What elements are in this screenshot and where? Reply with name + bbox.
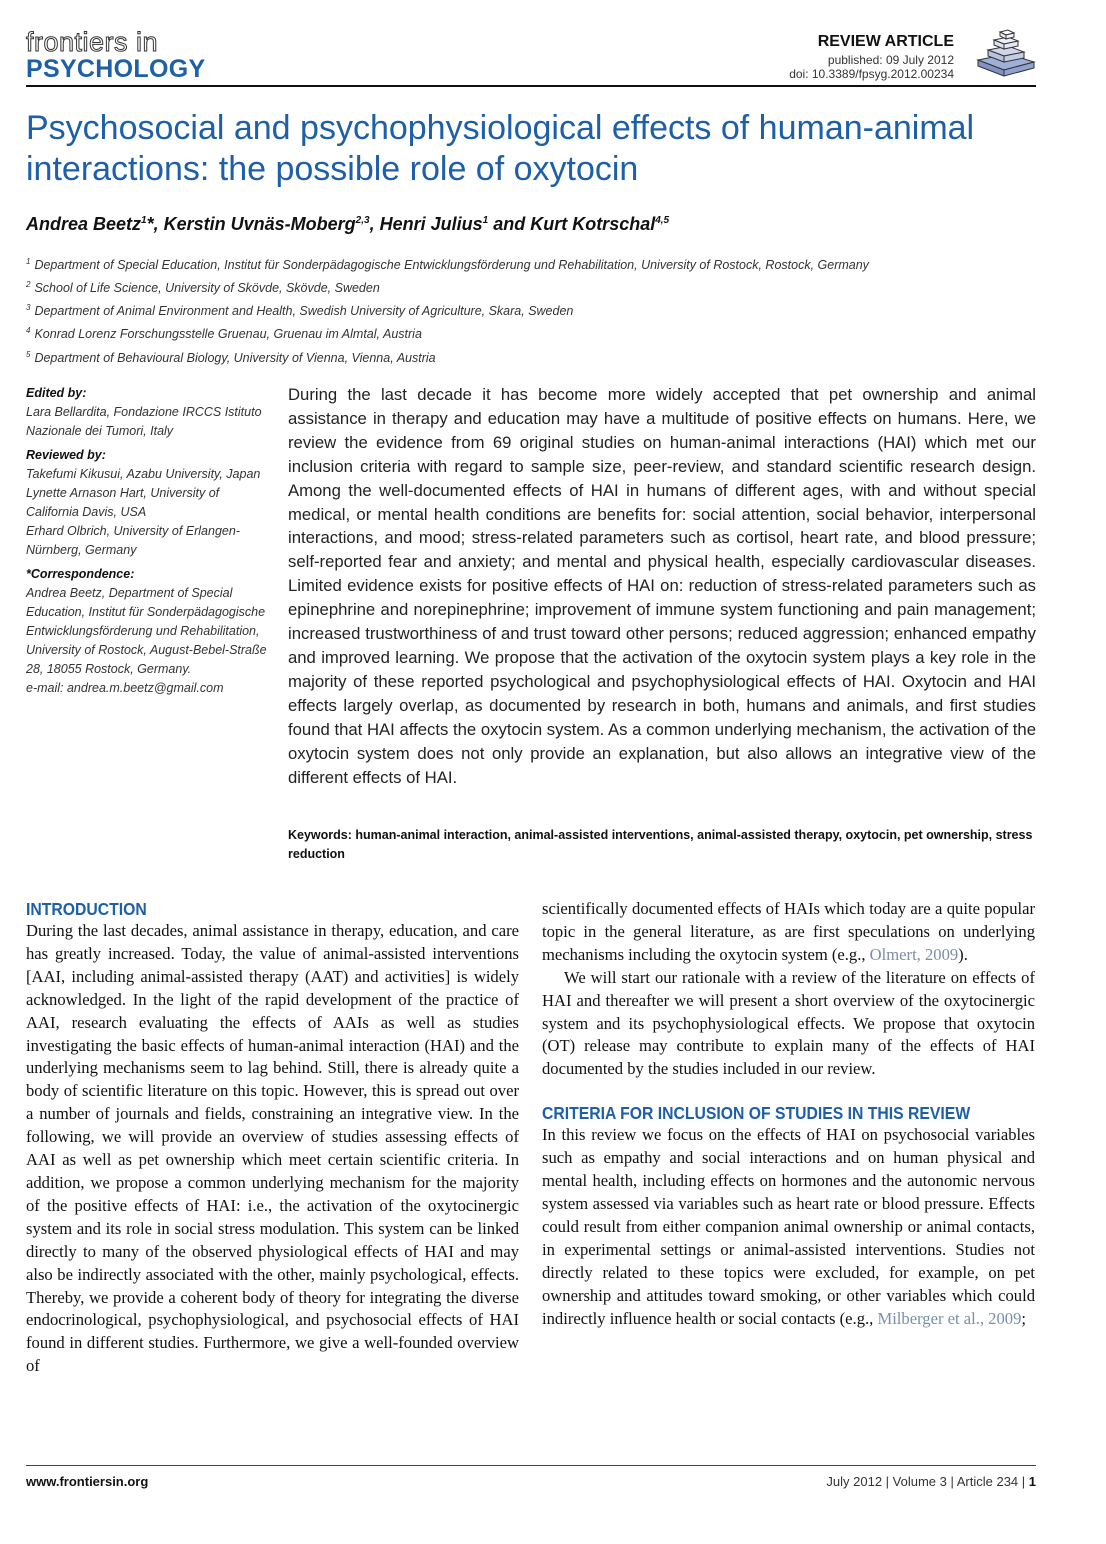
page-number: 1 — [1028, 1474, 1036, 1489]
frontiers-logo-icon — [974, 26, 1036, 82]
reviewed-by-label: Reviewed by: — [26, 448, 106, 462]
intro-paragraph-2: We will start our rationale with a review of the literature on effects of HAI and thereafter we will present a short overview of the oxytocinergic system and its psychophysiological effects. We propose that oxytocin (OT) release may contribute to explain many of the effects of HAI documented by the studies included in our review. — [542, 967, 1035, 1079]
edited-by-label: Edited by: — [26, 386, 87, 400]
affiliation: $^5$ Department of Behavioural Biology, University of Vienna, Vienna, Austria — [26, 349, 436, 365]
intro-paragraph-continued: scientifically documented effects of HAIs which today are a quite popular topic in the general literature, as are first speculations on underlying mechanisms including the oxytocin system (e.g., Olmert, 2009). — [542, 899, 1035, 964]
corresponding-mark: * — [146, 214, 154, 234]
author-affiliation-mark: 2,3 — [355, 215, 370, 226]
reviewer: Erhard Olbrich, University of Erlangen-Nürnberg, Germany — [26, 524, 240, 557]
editor: Lara Bellardita, Fondazione IRCCS Istituto Nazionale dei Tumori, Italy — [26, 405, 262, 438]
published-date: published: 09 July 2012 — [827, 53, 954, 67]
body-column-left — [26, 898, 519, 1378]
footer-issue-info: July 2012 | Volume 3 | Article 234 | 1 — [826, 1474, 1036, 1489]
author-affiliation-mark: 1 — [141, 215, 147, 226]
correspondence-address: Andrea Beetz, Department of Special Education, Institut für Sonderpädagogische Entwicklungsförderung und Rehabilitation, University of Rostock, August-Bebel-Straße 28, 18055 Rostock, Germany. — [26, 586, 267, 676]
body-column-right — [542, 898, 1035, 1330]
affiliation: $^1$ Department of Special Education, Institut für Sonderpädagogische Entwicklungsförderung und Rehabilitation, University of Rostock, Rostock, Germany — [26, 257, 869, 273]
correspondence-label: *Correspondence: — [26, 567, 135, 581]
footer-rule — [26, 1465, 1036, 1466]
author-name: Kurt Kotrschal — [530, 214, 656, 234]
criteria-paragraph: In this review we focus on the effects of HAI on psychosocial variables such as empathy and social interactions and on human physical and mental health, including effects on hormones and the autonomic nervous system assessed via variables such as heart rate or blood pressure. Effects could result from either companion animal ownership or animal contacts, in experimental settings or animal-assisted interventions. Studies not directly related to these topics were excluded, for example, on pet ownership and attitudes toward smoking, or other variables which could indirectly influence health or social contacts (e.g., Milberger et al., 2009; — [542, 1125, 1035, 1328]
author-name: Andrea Beetz — [26, 214, 142, 234]
affiliation: $^2$ School of Life Science, University of Skövde, Skövde, Sweden — [26, 280, 380, 296]
correspondence-email[interactable]: e-mail: andrea.m.beetz@gmail.com — [26, 681, 224, 695]
article-type: REVIEW ARTICLE — [817, 33, 954, 50]
editorial-sidebar — [26, 384, 268, 698]
article-title: Psychosocial and psychophysiological effects of human-animal interactions: the possible role of oxytocin — [26, 109, 975, 188]
affiliations — [26, 252, 1056, 368]
citation-link[interactable]: Olmert, 2009 — [869, 944, 959, 964]
affiliation: $^3$ Department of Animal Environment and Health, Swedish University of Agriculture, Skara, Sweden — [26, 303, 574, 319]
author-list: Andrea Beetz$^1$*, Kerstin Uvnäs-Moberg$^{2,3}$, Henri Julius$^1$ and Kurt Kotrschal$^{4,5}$ — [26, 214, 670, 234]
affiliation: $^4$ Konrad Lorenz Forschungsstelle Gruenau, Gruenau im Almtal, Austria — [26, 326, 422, 342]
header-rule — [26, 85, 1036, 87]
doi: doi: 10.3389/fpsyg.2012.00234 — [789, 67, 954, 81]
keywords: Keywords: human-animal interaction, animal-assisted interventions, animal-assisted therapy, oxytocin, pet ownership, stress reduction — [288, 828, 1033, 861]
author-affiliation-mark: 4,5 — [655, 215, 670, 226]
journal-name-bottom: PSYCHOLOGY — [26, 55, 206, 83]
citation-link[interactable]: Milberger et al., 2009 — [877, 1308, 1022, 1328]
author-name: Kerstin Uvnäs-Moberg — [163, 214, 356, 234]
section-heading-criteria: CRITERIA FOR INCLUSION OF STUDIES IN THIS REVIEW — [542, 1103, 971, 1124]
section-heading-introduction: INTRODUCTION — [26, 899, 147, 919]
abstract: During the last decade it has become more widely accepted that pet ownership and animal assistance in therapy and education may have a multitude of positive effects on humans. Here, we review the evidence from 69 original studies on human-animal interactions (HAI) which met our inclusion criteria with regard to sample size, peer-review, and standard scientific research design. Among the well-documented effects of HAI in humans of different ages, with and without special medical, or mental health conditions are benefits for: social attention, social behavior, interpersonal interactions, and mood; stress-related parameters such as cortisol, heart rate, and blood pressure; self-reported fear and anxiety; and mental and physical health, especially cardiovascular diseases. Limited evidence exists for positive effects of HAI on: reduction of stress-related parameters such as epinephrine and norepinephrine; improvement of immune system functioning and pain management; increased trustworthiness of and trust toward other persons; reduced aggression; enhanced empathy and improved learning. We propose that the activation of the oxytocin system plays a key role in the majority of these reported psychological and psychophysiological effects of HAI. Oxytocin and HAI effects largely overlap, as documented by research in both, humans and animals, and first studies found that HAI affects the oxytocin system. As a common underlying mechanism, the activation of the oxytocin system does not only provide an explanation, but also allows an integrative view of the different effects of HAI. — [288, 385, 1036, 787]
author-affiliation-mark: 1 — [482, 215, 489, 226]
footer-website-link[interactable]: www.frontiersin.org — [26, 1474, 149, 1489]
reviewer: Takefumi Kikusui, Azabu University, Japan — [26, 467, 261, 481]
author-name: Henri Julius — [379, 214, 483, 234]
reviewer: Lynette Arnason Hart, University of California Davis, USA — [26, 486, 220, 519]
journal-name-top: frontiers in — [26, 27, 159, 57]
intro-paragraph: During the last decades, animal assistance in therapy, education, and care has greatly increased. Today, the value of animal-assisted interventions [AAI, including animal-assisted therapy (AAT) and activities] is widely acknowledged. In the light of the rapid development of the practice of AAI, research evaluating the effects of AAIs as well as studies investigating the basic effects of human-animal interaction (HAI) and the underlying mechanisms seem to lag behind. Still, there is already quite a body of scientific literature on this topic. However, this is spread out over a number of journals and fields, constraining an integrative view. In the following, we will provide an overview of studies assessing effects of AAI as well as pet ownership which meet certain scientific criteria. In addition, we propose a common underlying mechanism for the majority of the positive effects of HAI: i.e., the activation of the oxytocinergic system and its role in social stress modulation. This system can be linked directly to many of the observed physiological effects of HAI and may also be indirectly associated with the other, mainly psychological, effects. Thereby, we provide a coherent body of theory for integrating the diverse endocrinological, psychophysiological, and psychosocial effects of HAI found in different studies. Furthermore, we give a well-founded overview of — [26, 921, 519, 1376]
